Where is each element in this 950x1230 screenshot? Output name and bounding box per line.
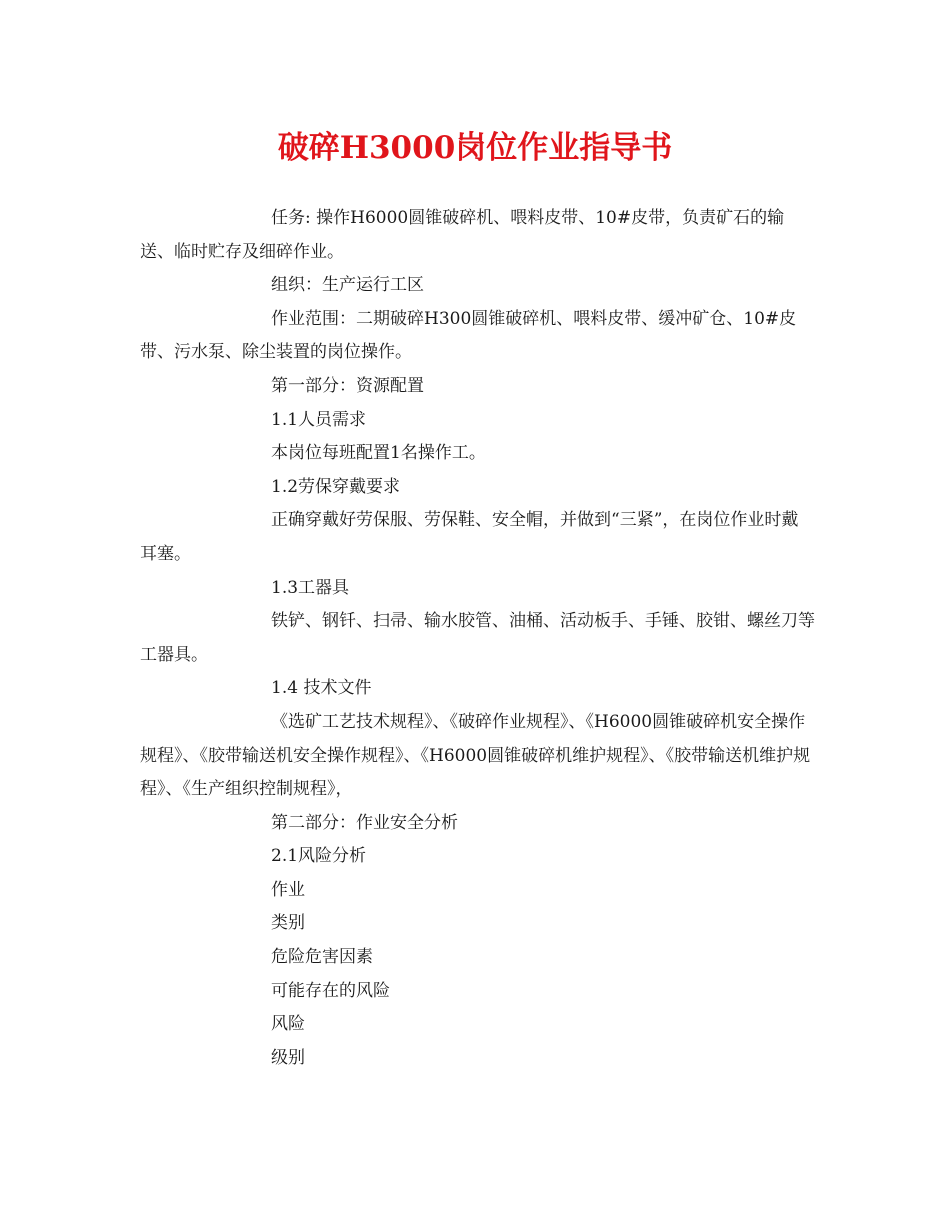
subheading-tools: 1.3工器具 xyxy=(271,577,350,598)
table-header-operation: 作业 xyxy=(271,879,305,900)
table-header-level: 级别 xyxy=(271,1047,305,1068)
table-header-category: 类别 xyxy=(271,913,305,934)
paragraph-technical-docs: 《选矿工艺技术规程》、《破碎作业规程》、《H6000圆锥破碎机安全操作规程》、《胶带输送机安全操作规程》、《H6000圆锥破碎机维护规程》、《胶带输送机维护规程》、《生产组织控制规程》， xyxy=(140,711,811,800)
paragraph-personnel: 本岗位每班配置1名操作工。 xyxy=(271,443,486,464)
paragraph-scope: 作业范围：二期破碎H300圆锥破碎机、喂料皮带、缓冲矿仓、10#皮带、污水泵、除尘装置的岗位操作。 xyxy=(140,308,797,363)
table-header-hazards: 危险危害因素 xyxy=(271,947,373,968)
subheading-personnel: 1.1人员需求 xyxy=(271,409,367,430)
document-title: 破碎H3000岗位作业指导书 xyxy=(277,130,673,166)
section-heading-part-two: 第二部分：作业安全分析 xyxy=(271,812,458,833)
paragraph-ppe: 正确穿戴好劳保服、劳保鞋、安全帽，并做到“三紧”，在岗位作业时戴耳塞。 xyxy=(140,510,799,564)
subheading-risk-analysis: 2.1风险分析 xyxy=(271,846,367,867)
paragraph-organization: 组织：生产运行工区 xyxy=(271,275,424,296)
subheading-technical-docs: 1.4 技术文件 xyxy=(271,678,372,699)
table-header-possible-risks: 可能存在的风险 xyxy=(271,980,390,1001)
document-body xyxy=(140,202,815,1075)
section-heading-part-one: 第一部分：资源配置 xyxy=(271,375,424,396)
subheading-ppe: 1.2劳保穿戴要求 xyxy=(271,476,401,497)
paragraph-tools: 铁铲、钢钎、扫帚、输水胶管、油桶、活动板手、手锤、胶钳、螺丝刀等工器具。 xyxy=(140,611,815,665)
table-header-risk: 风险 xyxy=(271,1014,305,1035)
paragraph-task: 任务: 操作H6000圆锥破碎机、喂料皮带、10#皮带，负责矿石的输送、临时贮存及细碎作业。 xyxy=(140,208,785,262)
